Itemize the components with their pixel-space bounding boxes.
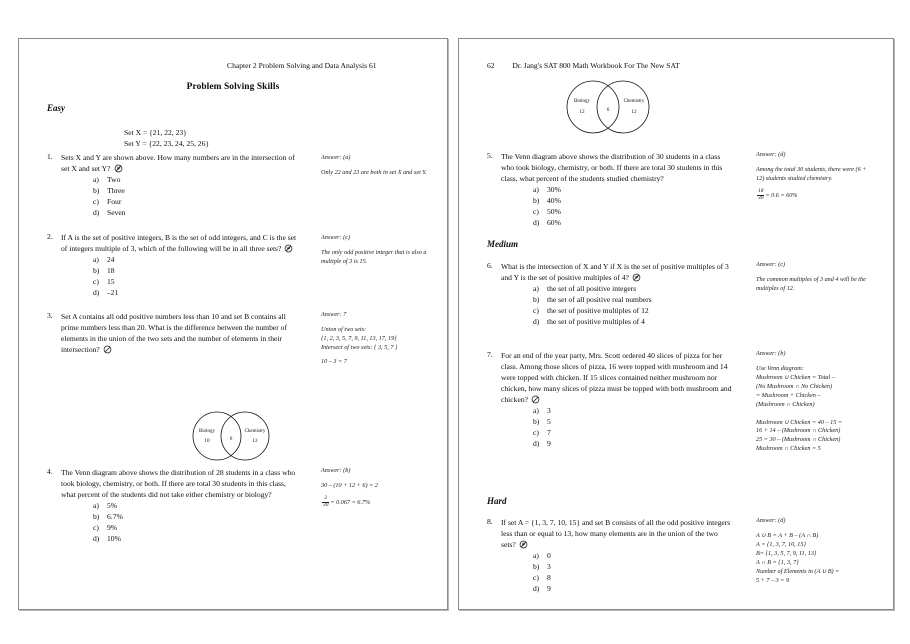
handwritten-mark-icon [114,164,123,173]
answer-fraction-line: $\frac{18}{30}$ = 0.6 = 60% [758,187,798,202]
section-title: Problem Solving Skills [186,82,280,92]
answer-body: A ∪ B = A + B – (A ∩ B) A = {1, 3, 7, 10, 15} B= {1, 3, 5, 7, 9, 11, 13} A ∩ B = {1, 3, 7} Number of Elements in (A ∪ B) = 5 + 7 – 3 = 9 [756,531,840,584]
answer-head: Answer: (d) [756,151,786,158]
answer-choices [533,551,732,594]
choice-b[interactable]: b) 6.7% [93,512,123,522]
answer-1 [321,154,427,178]
choice-c[interactable]: c) 15 [93,276,115,286]
answer-3 [321,311,427,367]
choice-b[interactable]: b) Three [93,185,125,195]
choice-a[interactable]: a) 3 [533,406,551,416]
venn-right-value: 12 [631,109,637,115]
venn-diagram-left-page [179,407,287,465]
answer-6 [756,261,874,294]
venn-middle-value: 6 [229,436,233,442]
choice-d[interactable]: d) 9 [533,438,551,448]
handwritten-mark-icon [632,273,641,282]
choice-a[interactable]: a) 0 [533,551,551,561]
question-text: Set A contains all odd positive numbers less than 10 and set B contains all prime numbers less than 20. What is the difference between the number of elements in the union of the two sets and the number of elements in their intersection? [61,312,287,355]
answer-2 [321,234,427,267]
set-line-y: Set Y = {22, 23, 24, 25, 26} [124,139,210,149]
choice-b[interactable]: b) 3 [533,562,551,572]
handwritten-mark-icon [284,244,293,253]
answer-8 [756,517,874,585]
choice-c[interactable]: c) the set of positive multiples of 12 [533,305,649,315]
answer-head: Answer: (c) [321,234,351,241]
choice-c[interactable]: c) Four [93,196,122,206]
question-5 [487,151,732,228]
question-number: 5. [487,151,493,160]
question-1 [47,152,299,218]
venn-left-value: 10 [204,438,210,444]
question-3 [47,311,299,355]
question-number: 7. [487,350,493,359]
answer-choices [533,185,732,228]
choice-b[interactable]: b) 40% [533,196,561,206]
fraction: $\frac{2}{30}$ [323,494,329,509]
venn-right-label: Chemistry [244,429,266,434]
answer-head: Answer: (a) [321,154,351,161]
question-number: 1. [47,152,53,161]
running-head-left [227,61,399,71]
choice-a[interactable]: a) the set of all positive integers [533,284,637,294]
choice-d[interactable]: d) –21 [93,287,119,297]
question-text: Sets X and Y are shown above. How many numbers are in the intersection of set X and set Y? [61,153,295,174]
choice-b[interactable]: b) 18 [93,265,115,275]
venn-right-label: Chemistry [623,99,645,104]
choice-d[interactable]: d) 60% [533,217,561,227]
venn-left-label: Biology [198,429,216,434]
set-line-x: Set X = {21, 22, 23} [124,128,187,137]
choice-d[interactable]: d) 9 [533,583,551,593]
answer-choices [93,255,299,298]
choice-c[interactable]: c) 9% [93,522,118,532]
question-8 [487,517,732,594]
question-4 [47,467,299,544]
answer-7 [756,350,874,454]
difficulty-heading-hard: Hard [487,496,507,506]
question-number: 6. [487,261,493,270]
question-number: 4. [47,467,53,476]
choice-b[interactable]: b) 5 [533,417,551,427]
question-text: For an end of the year party, Mrs. Scott ordered 40 slices of pizza for her class. Among those slices of pizza, 16 were topped with mushroom and 14 were topped with chicken. If 15 slices contained neither mushroom nor chicken, how many slices of pizza must be topped with both mushroom and chicken? [501,351,732,405]
question-2 [47,232,299,298]
chapter-running-head: Chapter 2 Problem Solving and Data Analysis [227,61,368,70]
question-text: If A is the set of positive integers, B is the set of odd integers, and C is the set of integers multiple of 3, which of the following will be in all three sets? [61,233,297,254]
choice-d[interactable]: d) the set of positive multiples of 4 [533,316,645,326]
choice-a[interactable]: a) 30% [533,185,561,195]
choice-b[interactable]: b) the set of all positive real numbers [533,294,652,304]
answer-body: Union of two sets: {1, 2, 3, 5, 7, 9, 11, 13, 17, 19} Intersect of two sets: { 3, 5, 7 } 10 – 3 = 7 [321,325,398,365]
running-head-right [487,61,680,71]
page-left [18,38,448,610]
question-number: 2. [47,232,53,241]
venn-left-value: 12 [579,109,585,115]
set-definition-lines [124,127,209,150]
answer-fraction-line: $\frac{2}{30}$ = 0.067 = 6.7% [323,494,371,509]
difficulty-heading-medium: Medium [487,239,519,249]
answer-4 [321,467,427,509]
page-right [458,38,894,610]
question-text: What is the intersection of X and Y if X is the set of positive multiples of 3 and Y is the set of positive multiples of 4? [501,262,729,283]
venn-middle-value: 6 [606,107,610,113]
choice-c[interactable]: c) 50% [533,206,561,216]
page-number-left: 61 [368,61,377,70]
venn-left-label: Biology [573,99,591,104]
question-number: 3. [47,311,53,320]
answer-body: The only odd positive integer that is also a multiple of 3 is 15. [321,248,427,265]
choice-d[interactable]: d) 10% [93,533,121,543]
difficulty-heading-easy: Easy [47,103,65,113]
answer-body: Among the total 30 students, there were (6 + 12) students studied chemistry. $\frac{18}{30}$ = 0.6 = 60% [756,166,874,202]
venn-right-value: 12 [252,438,258,444]
choice-c[interactable]: c) 8 [533,572,551,582]
book-title: Dr. Jang's SAT 800 Math Workbook For The New SAT [512,61,680,70]
answer-body: 30 – (10 + 12 + 6) = 2 $\frac{2}{30}$ = 0.067 = 6.7% [321,482,427,509]
answer-choices [93,501,299,544]
answer-choices [533,406,732,449]
choice-a[interactable]: a) 5% [93,501,118,511]
handwritten-mark-icon [519,540,528,549]
page-number-right: 62 [487,61,495,70]
answer-choices [533,284,732,327]
choice-d[interactable]: d) Seven [93,207,126,217]
answer-body: Only 22 and 23 are both in set X and set Y. [321,168,427,176]
question-6 [487,261,732,327]
answer-head: Answer: (b) [321,467,351,474]
question-number: 8. [487,517,493,526]
venn-diagram-right-page [551,77,673,137]
question-text: The Venn diagram above shows the distribution of 30 students in a class who took biology, chemistry, or both. If there are total 30 students in this class, what percent of the students studied chemistry? [501,152,723,184]
handwritten-mark-icon [103,345,112,354]
answer-body: Use Venn diagram: Mushroom ∪ Chicken = Total – (No Mushroom ∩ No Chicken) = Mushroom + Chicken – (Mushroom ∩ Chicken) Mushroom ∪ Chicken = 40 – 15 = 16 + 14 – (Mushroom ∩ Chicken) 25 = 30 – (Mushroom ∩ Chicken) Mushroom ∩ Chicken = 5 [756,364,843,453]
answer-head: Answer: (d) [756,517,786,524]
question-text: If set A = {1, 3, 7, 10, 15} and set B consists of all the odd positive integers less than or equal to 13, how many elements are in the union of the two sets? [501,518,731,550]
choice-a[interactable]: a) 24 [93,255,115,265]
answer-head: Answer: (b) [756,350,786,357]
question-7 [487,350,732,450]
answer-head: Answer: (c) [756,261,786,268]
answer-body: The common multiples of 3 and 4 will be the multiples of 12. [756,275,866,292]
question-text: The Venn diagram above shows the distribution of 28 students in a class who took biology, chemistry, or both. If there are total 30 students in this class, what percent of the students did not take either chemistry or biology? [61,468,296,500]
answer-choices [93,175,299,218]
choice-c[interactable]: c) 7 [533,427,551,437]
answer-5 [756,151,874,202]
handwritten-mark-icon [531,395,540,404]
fraction: $\frac{18}{30}$ [758,187,764,202]
choice-a[interactable]: a) Two [93,175,121,185]
answer-head: Answer: 7 [321,311,347,318]
